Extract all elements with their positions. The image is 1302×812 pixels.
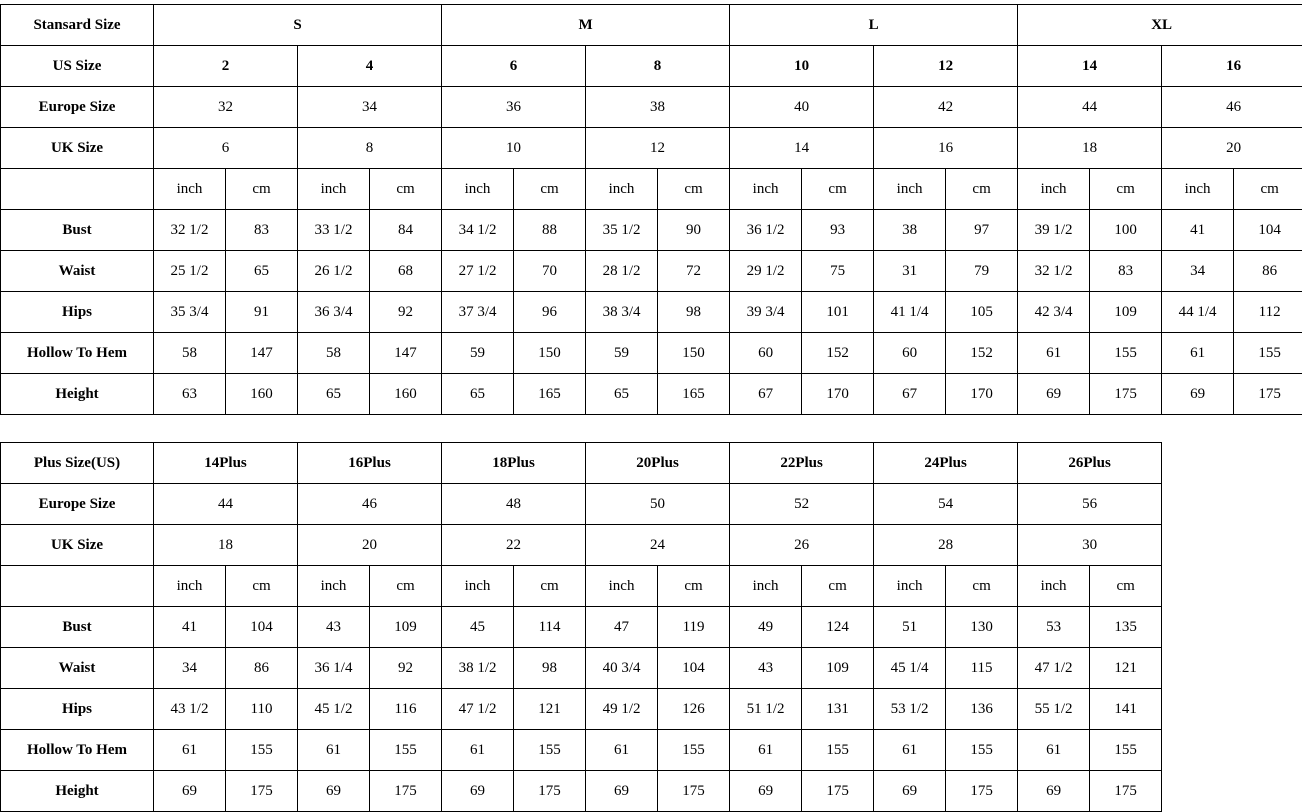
waist-cm-0: 65 [226, 251, 298, 292]
hips-inch-2: 37 3/4 [442, 292, 514, 333]
plus-hips-cm-6: 141 [1090, 689, 1162, 730]
plus-table-row-height [1, 771, 1162, 812]
plus-height-inch-1: 69 [298, 771, 370, 812]
height-inch-0: 63 [154, 374, 226, 415]
hollow-cm-0: 147 [226, 333, 298, 374]
plus-hollow-inch-3: 61 [586, 730, 658, 771]
us-size-5: 12 [874, 46, 1018, 87]
us-size-4: 10 [730, 46, 874, 87]
unit-cm-5: cm [946, 169, 1018, 210]
hollow-inch-7: 61 [1162, 333, 1234, 374]
unit-cm-0: cm [226, 169, 298, 210]
plus-height-cm-3: 175 [658, 771, 730, 812]
bust-inch-5: 38 [874, 210, 946, 251]
waist-inch-1: 26 1/2 [298, 251, 370, 292]
europe-size-4: 40 [730, 87, 874, 128]
plus-bust-inch-0: 41 [154, 607, 226, 648]
plus-bust-cm-4: 124 [802, 607, 874, 648]
hollow-cm-5: 152 [946, 333, 1018, 374]
table-row-uk-size [1, 128, 1302, 169]
plus-height-inch-3: 69 [586, 771, 658, 812]
plus-uk-size-5: 28 [874, 525, 1018, 566]
height-cm-7: 175 [1234, 374, 1302, 415]
height-inch-6: 69 [1018, 374, 1090, 415]
bust-cm-2: 88 [514, 210, 586, 251]
hollow-inch-5: 60 [874, 333, 946, 374]
plus-waist-cm-2: 98 [514, 648, 586, 689]
plus-waist-inch-5: 45 1/4 [874, 648, 946, 689]
plus-bust-inch-3: 47 [586, 607, 658, 648]
unit-cm-4: cm [802, 169, 874, 210]
plus-unit-cm-3: cm [658, 566, 730, 607]
plus-bust-cm-2: 114 [514, 607, 586, 648]
us-size-3: 8 [586, 46, 730, 87]
bust-inch-0: 32 1/2 [154, 210, 226, 251]
bust-cm-1: 84 [370, 210, 442, 251]
plus-europe-size-2: 48 [442, 484, 586, 525]
plus-waist-cm-3: 104 [658, 648, 730, 689]
height-cm-5: 170 [946, 374, 1018, 415]
plus-height-cm-6: 175 [1090, 771, 1162, 812]
plus-unit-inch-2: inch [442, 566, 514, 607]
plus-height-inch-6: 69 [1018, 771, 1090, 812]
plus-height-cm-4: 175 [802, 771, 874, 812]
plus-unit-inch-0: inch [154, 566, 226, 607]
plus-unit-cm-1: cm [370, 566, 442, 607]
hips-inch-1: 36 3/4 [298, 292, 370, 333]
plus-table-row-europe-size [1, 484, 1162, 525]
plus-height-cm-2: 175 [514, 771, 586, 812]
waist-cm-5: 79 [946, 251, 1018, 292]
height-cm-4: 170 [802, 374, 874, 415]
hips-cm-0: 91 [226, 292, 298, 333]
europe-size-1: 34 [298, 87, 442, 128]
plus-hips-inch-2: 47 1/2 [442, 689, 514, 730]
hips-inch-4: 39 3/4 [730, 292, 802, 333]
plus-bust-cm-6: 135 [1090, 607, 1162, 648]
waist-cm-3: 72 [658, 251, 730, 292]
plus-waist-cm-6: 121 [1090, 648, 1162, 689]
row-label-europe-size: Europe Size [1, 87, 154, 128]
unit-inch-3: inch [586, 169, 658, 210]
row-label-height: Height [1, 374, 154, 415]
waist-cm-2: 70 [514, 251, 586, 292]
plus-europe-size-4: 52 [730, 484, 874, 525]
uk-size-4: 14 [730, 128, 874, 169]
hollow-inch-6: 61 [1018, 333, 1090, 374]
unit-cm-2: cm [514, 169, 586, 210]
row-label-uk-size: UK Size [1, 128, 154, 169]
plus-table-row-waist [1, 648, 1162, 689]
plus-uk-size-1: 20 [298, 525, 442, 566]
us-size-0: 2 [154, 46, 298, 87]
plus-uk-size-3: 24 [586, 525, 730, 566]
height-inch-7: 69 [1162, 374, 1234, 415]
europe-size-5: 42 [874, 87, 1018, 128]
plus-unit-cm-4: cm [802, 566, 874, 607]
waist-inch-4: 29 1/2 [730, 251, 802, 292]
uk-size-3: 12 [586, 128, 730, 169]
hips-inch-0: 35 3/4 [154, 292, 226, 333]
plus-hips-inch-6: 55 1/2 [1018, 689, 1090, 730]
hollow-cm-4: 152 [802, 333, 874, 374]
uk-size-6: 18 [1018, 128, 1162, 169]
standard-size-table [0, 4, 1302, 415]
table-row-hips [1, 292, 1302, 333]
plus-bust-cm-5: 130 [946, 607, 1018, 648]
plus-height-cm-5: 175 [946, 771, 1018, 812]
plus-size-6: 26Plus [1018, 443, 1162, 484]
plus-row-label-uk-size: UK Size [1, 525, 154, 566]
unit-inch-5: inch [874, 169, 946, 210]
uk-size-5: 16 [874, 128, 1018, 169]
row-label-units [1, 169, 154, 210]
plus-row-label-units [1, 566, 154, 607]
plus-row-label-waist: Waist [1, 648, 154, 689]
row-label-us-size: US Size [1, 46, 154, 87]
table-row-europe-size [1, 87, 1302, 128]
bust-inch-1: 33 1/2 [298, 210, 370, 251]
hips-inch-6: 42 3/4 [1018, 292, 1090, 333]
unit-inch-6: inch [1018, 169, 1090, 210]
plus-hollow-inch-1: 61 [298, 730, 370, 771]
uk-size-1: 8 [298, 128, 442, 169]
waist-cm-7: 86 [1234, 251, 1302, 292]
plus-table-row-bust [1, 607, 1162, 648]
plus-size-1: 16Plus [298, 443, 442, 484]
table-row-standard-size [1, 5, 1302, 46]
us-size-1: 4 [298, 46, 442, 87]
plus-unit-cm-2: cm [514, 566, 586, 607]
plus-hollow-cm-1: 155 [370, 730, 442, 771]
plus-uk-size-0: 18 [154, 525, 298, 566]
plus-height-cm-1: 175 [370, 771, 442, 812]
unit-cm-1: cm [370, 169, 442, 210]
table-row-waist [1, 251, 1302, 292]
us-size-7: 16 [1162, 46, 1302, 87]
plus-hollow-inch-6: 61 [1018, 730, 1090, 771]
hollow-inch-0: 58 [154, 333, 226, 374]
plus-hollow-inch-0: 61 [154, 730, 226, 771]
plus-hips-cm-3: 126 [658, 689, 730, 730]
bust-inch-7: 41 [1162, 210, 1234, 251]
plus-unit-inch-1: inch [298, 566, 370, 607]
bust-inch-2: 34 1/2 [442, 210, 514, 251]
hollow-cm-6: 155 [1090, 333, 1162, 374]
plus-europe-size-0: 44 [154, 484, 298, 525]
plus-hips-inch-3: 49 1/2 [586, 689, 658, 730]
hips-cm-2: 96 [514, 292, 586, 333]
plus-waist-inch-4: 43 [730, 648, 802, 689]
plus-hollow-cm-6: 155 [1090, 730, 1162, 771]
plus-hips-cm-0: 110 [226, 689, 298, 730]
plus-waist-cm-5: 115 [946, 648, 1018, 689]
europe-size-6: 44 [1018, 87, 1162, 128]
plus-table-row-uk-size [1, 525, 1162, 566]
height-cm-3: 165 [658, 374, 730, 415]
table-row-units [1, 169, 1302, 210]
plus-hollow-cm-4: 155 [802, 730, 874, 771]
waist-inch-5: 31 [874, 251, 946, 292]
plus-table-row-plus-size [1, 443, 1162, 484]
plus-waist-cm-4: 109 [802, 648, 874, 689]
plus-hips-cm-4: 131 [802, 689, 874, 730]
bust-cm-6: 100 [1090, 210, 1162, 251]
plus-size-table [0, 442, 1162, 812]
row-label-waist: Waist [1, 251, 154, 292]
plus-size-4: 22Plus [730, 443, 874, 484]
height-cm-1: 160 [370, 374, 442, 415]
waist-cm-4: 75 [802, 251, 874, 292]
europe-size-2: 36 [442, 87, 586, 128]
hips-cm-3: 98 [658, 292, 730, 333]
plus-row-label-height: Height [1, 771, 154, 812]
plus-height-cm-0: 175 [226, 771, 298, 812]
height-inch-4: 67 [730, 374, 802, 415]
plus-unit-inch-5: inch [874, 566, 946, 607]
height-cm-6: 175 [1090, 374, 1162, 415]
hips-cm-5: 105 [946, 292, 1018, 333]
plus-unit-inch-6: inch [1018, 566, 1090, 607]
row-label-hips: Hips [1, 292, 154, 333]
plus-waist-inch-3: 40 3/4 [586, 648, 658, 689]
plus-europe-size-6: 56 [1018, 484, 1162, 525]
table-row-hollow-to-hem [1, 333, 1302, 374]
hollow-cm-2: 150 [514, 333, 586, 374]
uk-size-2: 10 [442, 128, 586, 169]
hips-inch-5: 41 1/4 [874, 292, 946, 333]
plus-hips-cm-2: 121 [514, 689, 586, 730]
plus-bust-inch-6: 53 [1018, 607, 1090, 648]
plus-hips-inch-0: 43 1/2 [154, 689, 226, 730]
uk-size-0: 6 [154, 128, 298, 169]
plus-hollow-inch-2: 61 [442, 730, 514, 771]
plus-uk-size-2: 22 [442, 525, 586, 566]
bust-cm-7: 104 [1234, 210, 1302, 251]
plus-table-row-hips [1, 689, 1162, 730]
plus-bust-cm-1: 109 [370, 607, 442, 648]
table-row-height [1, 374, 1302, 415]
plus-bust-inch-1: 43 [298, 607, 370, 648]
height-inch-3: 65 [586, 374, 658, 415]
unit-cm-3: cm [658, 169, 730, 210]
plus-uk-size-6: 30 [1018, 525, 1162, 566]
plus-size-0: 14Plus [154, 443, 298, 484]
plus-height-inch-4: 69 [730, 771, 802, 812]
plus-row-label-bust: Bust [1, 607, 154, 648]
hips-inch-3: 38 3/4 [586, 292, 658, 333]
europe-size-3: 38 [586, 87, 730, 128]
plus-row-label-europe-size: Europe Size [1, 484, 154, 525]
unit-inch-1: inch [298, 169, 370, 210]
plus-bust-inch-5: 51 [874, 607, 946, 648]
hollow-inch-1: 58 [298, 333, 370, 374]
plus-height-inch-2: 69 [442, 771, 514, 812]
plus-unit-cm-0: cm [226, 566, 298, 607]
group-label-l: L [730, 5, 1018, 46]
bust-cm-0: 83 [226, 210, 298, 251]
group-label-m: M [442, 5, 730, 46]
plus-bust-inch-2: 45 [442, 607, 514, 648]
uk-size-7: 20 [1162, 128, 1302, 169]
bust-cm-5: 97 [946, 210, 1018, 251]
height-inch-1: 65 [298, 374, 370, 415]
unit-cm-6: cm [1090, 169, 1162, 210]
row-label-hollow-to-hem: Hollow To Hem [1, 333, 154, 374]
plus-bust-cm-0: 104 [226, 607, 298, 648]
group-label-xl: XL [1018, 5, 1302, 46]
group-label-s: S [154, 5, 442, 46]
plus-row-label-hollow-to-hem: Hollow To Hem [1, 730, 154, 771]
plus-hips-inch-4: 51 1/2 [730, 689, 802, 730]
plus-bust-cm-3: 119 [658, 607, 730, 648]
table-row-us-size [1, 46, 1302, 87]
plus-hips-cm-1: 116 [370, 689, 442, 730]
plus-table-row-hollow-to-hem [1, 730, 1162, 771]
height-cm-0: 160 [226, 374, 298, 415]
plus-hollow-cm-3: 155 [658, 730, 730, 771]
plus-hips-inch-1: 45 1/2 [298, 689, 370, 730]
waist-inch-2: 27 1/2 [442, 251, 514, 292]
height-inch-5: 67 [874, 374, 946, 415]
hips-cm-7: 112 [1234, 292, 1302, 333]
plus-row-label-plus-size: Plus Size(US) [1, 443, 154, 484]
waist-inch-7: 34 [1162, 251, 1234, 292]
plus-hips-cm-5: 136 [946, 689, 1018, 730]
bust-inch-6: 39 1/2 [1018, 210, 1090, 251]
plus-table-row-units [1, 566, 1162, 607]
hollow-cm-7: 155 [1234, 333, 1302, 374]
plus-unit-cm-5: cm [946, 566, 1018, 607]
europe-size-7: 46 [1162, 87, 1302, 128]
plus-waist-cm-1: 92 [370, 648, 442, 689]
bust-inch-3: 35 1/2 [586, 210, 658, 251]
hollow-inch-2: 59 [442, 333, 514, 374]
unit-inch-4: inch [730, 169, 802, 210]
plus-hollow-inch-4: 61 [730, 730, 802, 771]
row-label-standard-size: Stansard Size [1, 5, 154, 46]
plus-europe-size-3: 50 [586, 484, 730, 525]
plus-size-3: 20Plus [586, 443, 730, 484]
plus-height-inch-0: 69 [154, 771, 226, 812]
row-label-bust: Bust [1, 210, 154, 251]
plus-hollow-cm-5: 155 [946, 730, 1018, 771]
plus-waist-inch-0: 34 [154, 648, 226, 689]
waist-inch-6: 32 1/2 [1018, 251, 1090, 292]
europe-size-0: 32 [154, 87, 298, 128]
hips-cm-4: 101 [802, 292, 874, 333]
hollow-inch-3: 59 [586, 333, 658, 374]
plus-unit-cm-6: cm [1090, 566, 1162, 607]
plus-height-inch-5: 69 [874, 771, 946, 812]
unit-inch-7: inch [1162, 169, 1234, 210]
plus-hollow-cm-2: 155 [514, 730, 586, 771]
plus-row-label-hips: Hips [1, 689, 154, 730]
us-size-2: 6 [442, 46, 586, 87]
us-size-6: 14 [1018, 46, 1162, 87]
plus-waist-inch-6: 47 1/2 [1018, 648, 1090, 689]
bust-cm-3: 90 [658, 210, 730, 251]
hips-cm-1: 92 [370, 292, 442, 333]
hollow-cm-1: 147 [370, 333, 442, 374]
plus-unit-inch-3: inch [586, 566, 658, 607]
waist-inch-3: 28 1/2 [586, 251, 658, 292]
hips-cm-6: 109 [1090, 292, 1162, 333]
unit-cm-7: cm [1234, 169, 1302, 210]
plus-hips-inch-5: 53 1/2 [874, 689, 946, 730]
height-cm-2: 165 [514, 374, 586, 415]
waist-cm-6: 83 [1090, 251, 1162, 292]
plus-europe-size-5: 54 [874, 484, 1018, 525]
hips-inch-7: 44 1/4 [1162, 292, 1234, 333]
plus-size-2: 18Plus [442, 443, 586, 484]
height-inch-2: 65 [442, 374, 514, 415]
waist-cm-1: 68 [370, 251, 442, 292]
bust-inch-4: 36 1/2 [730, 210, 802, 251]
plus-europe-size-1: 46 [298, 484, 442, 525]
hollow-inch-4: 60 [730, 333, 802, 374]
plus-uk-size-4: 26 [730, 525, 874, 566]
plus-waist-inch-2: 38 1/2 [442, 648, 514, 689]
hollow-cm-3: 150 [658, 333, 730, 374]
table-row-bust [1, 210, 1302, 251]
plus-bust-inch-4: 49 [730, 607, 802, 648]
bust-cm-4: 93 [802, 210, 874, 251]
waist-inch-0: 25 1/2 [154, 251, 226, 292]
plus-hollow-inch-5: 61 [874, 730, 946, 771]
plus-hollow-cm-0: 155 [226, 730, 298, 771]
unit-inch-2: inch [442, 169, 514, 210]
unit-inch-0: inch [154, 169, 226, 210]
plus-waist-cm-0: 86 [226, 648, 298, 689]
plus-size-5: 24Plus [874, 443, 1018, 484]
plus-unit-inch-4: inch [730, 566, 802, 607]
plus-waist-inch-1: 36 1/4 [298, 648, 370, 689]
